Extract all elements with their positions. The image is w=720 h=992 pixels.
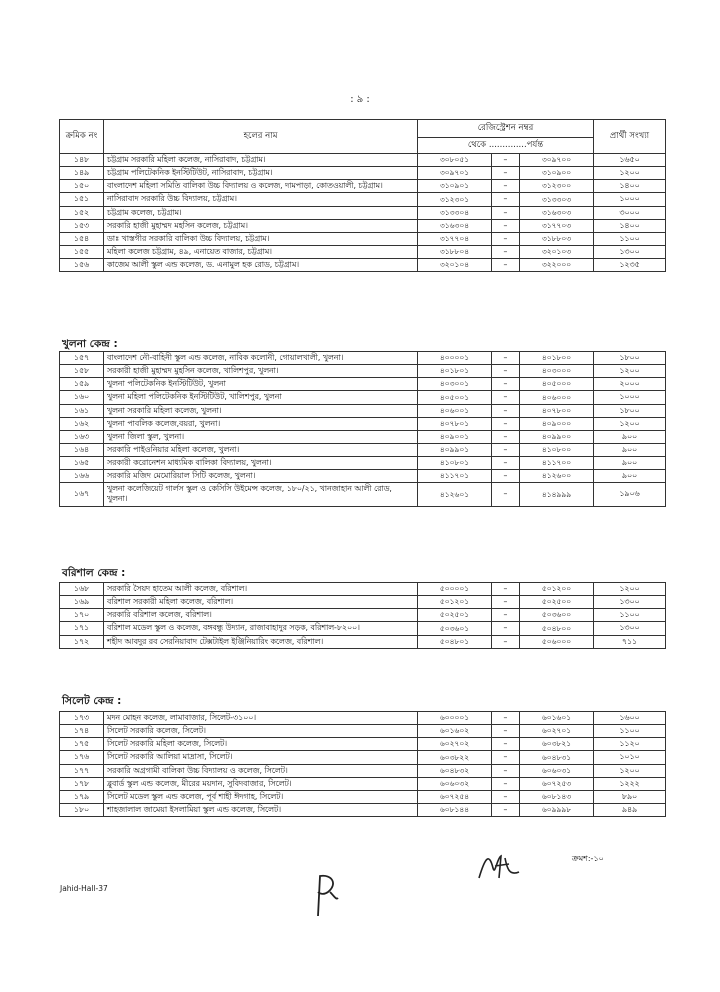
dash-cell: – [492,167,520,180]
table-row [60,154,666,167]
count-cell: ১৯০৬ [594,483,666,506]
serial-cell: ১৭১ [60,622,104,635]
dash-cell: – [492,365,520,378]
count-cell: ৯০০ [594,457,666,470]
dash-cell: – [492,622,520,635]
reg-to-cell: ৩১৬৩০৩ [520,206,594,219]
hall-name-cell: সরকারি অগ্রগামী বালিকা উচ্চ বিদ্যালয় ও কলেজ, সিলেট। [104,764,418,777]
dash-cell: – [492,352,520,365]
reg-from-cell: ৩১৩৩০৪ [418,206,492,219]
header-candidates: প্রার্থী সংখ্যা [594,120,666,154]
count-cell: ২০০০ [594,378,666,391]
reg-to-cell: ৬০৩৮২১ [520,738,594,751]
reg-from-cell: ৫০২৫০১ [418,609,492,622]
dash-cell: – [492,803,520,816]
table-row [60,790,666,803]
serial-cell: ১৬৫ [60,457,104,470]
serial-cell: ১৭৮ [60,777,104,790]
serial-cell: ১৮০ [60,803,104,816]
reg-from-cell: ৪০৯০০১ [418,430,492,443]
serial-cell: ১৭৫ [60,738,104,751]
count-cell: ১১২০ [594,738,666,751]
reg-to-cell: ৫০১২০০ [520,583,594,596]
hall-name-cell: চট্টগ্রাম পলিটেকনিক ইনস্টিটিউট, নাসিরাবাদ, চট্টগ্রাম। [104,167,418,180]
serial-cell: ১৬৮ [60,583,104,596]
reg-from-cell: ৩১৭৭০৪ [418,232,492,245]
hall-name-cell: সরকারী করোনেশন মাধ্যমিক বালিকা বিদ্যালয়, খুলনা। [104,457,418,470]
hall-table-chattogram [59,119,666,272]
reg-to-cell: ৪০৬০০০ [520,391,594,404]
reg-to-cell: ৩১০৯০০ [520,167,594,180]
hall-name-cell: কাজেম আলী স্কুল এন্ড কলেজ, ড. এনামুল হক রোড, চট্টগ্রাম। [104,259,418,272]
serial-cell: ১৪৯ [60,167,104,180]
table-row [60,232,666,245]
hall-name-cell: চট্টগ্রাম সরকারি মহিলা কলেজ, নাসিরাবাদ, চট্টগ্রাম। [104,154,418,167]
serial-cell: ১৬১ [60,404,104,417]
count-cell: ১১০০ [594,232,666,245]
dash-cell: – [492,259,520,272]
count-cell: ১৬৫০ [594,154,666,167]
hall-table-khulna [59,351,666,507]
reg-from-cell: ৬০১৬০২ [418,725,492,738]
dash-cell: – [492,443,520,456]
serial-cell: ১৫৮ [60,365,104,378]
count-cell: ১৩০০ [594,622,666,635]
dash-cell: – [492,738,520,751]
table-row [60,219,666,232]
serial-cell: ১৭৩ [60,712,104,725]
dash-cell: – [492,483,520,506]
serial-cell: ১৭৪ [60,725,104,738]
header-from-to: থেকে ..............পর্যন্ত [418,138,594,154]
reg-from-cell: ৪১২৬০১ [418,483,492,506]
hall-name-cell: বাংলাদেশ মহিলা সমিতি বালিকা উচ্চ বিদ্যালয় ও কলেজ, দামপাড়া, কোতওয়ালী, চট্টগ্রাম। [104,180,418,193]
reg-to-cell: ৩০৯৭০০ [520,154,594,167]
reg-from-cell: ৩০৮০৫১ [418,154,492,167]
section-title-khulna: খুলনা কেন্দ্র : [62,338,118,350]
dash-cell: – [492,430,520,443]
table-row [60,751,666,764]
reg-from-cell: ৪০০০০১ [418,352,492,365]
table-row [60,457,666,470]
serial-cell: ১৬২ [60,417,104,430]
hall-name-cell: সরকারি হাজী মুহাম্মদ মহসিন কলেজ, চট্টগ্রাম। [104,219,418,232]
hall-name-cell: সরকারি মজিদ মেমোরিয়াল সিটি কলেজ, খুলনা। [104,470,418,483]
table-row [60,365,666,378]
reg-from-cell: ৫০১২০১ [418,596,492,609]
reg-to-cell: ৪০৫০০০ [520,378,594,391]
dash-cell: – [492,457,520,470]
reg-from-cell: ৬০৭২৫৪ [418,790,492,803]
footer-label: Jahid-Hall-37 [60,884,108,893]
reg-from-cell: ৪০৫০০১ [418,391,492,404]
header-serial: ক্রমিক নং [60,120,104,154]
table-row [60,777,666,790]
count-cell: ১২৩৫ [594,259,666,272]
reg-from-cell: ৫০০০০১ [418,583,492,596]
serial-cell: ১৬৯ [60,596,104,609]
reg-to-cell: ৬০১৬০১ [520,712,594,725]
reg-from-cell: ৬০২৭০২ [418,738,492,751]
table-row [60,404,666,417]
count-cell: ৭১১ [594,635,666,648]
reg-to-cell: ৩১২৩০০ [520,180,594,193]
reg-to-cell: ৬০২৭০১ [520,725,594,738]
table-body [60,352,666,507]
hall-name-cell: ব্লুবার্ড স্কুল এন্ড কলেজ, মীরের ময়দান, সুবিদবাজার, সিলেট। [104,777,418,790]
serial-cell: ১৬০ [60,391,104,404]
reg-to-cell: ৩২০১০৩ [520,245,594,258]
count-cell: ৯০০ [594,470,666,483]
dash-cell: – [492,609,520,622]
dash-cell: – [492,417,520,430]
hall-table-sylhet [59,711,666,817]
reg-to-cell: ৪০১৮০০ [520,352,594,365]
reg-to-cell: ৬০৬০৩১ [520,764,594,777]
table-body [60,583,666,649]
reg-to-cell: ৪০৭৮০০ [520,404,594,417]
reg-from-cell: ৫০৩৬০১ [418,622,492,635]
hall-name-cell: সরকারী হাজী মুহাম্মদ মুহসিন কলেজ, খালিশপুর, খুলনা। [104,365,418,378]
reg-from-cell: ৬০৬০৩২ [418,777,492,790]
table-row [60,417,666,430]
reg-to-cell: ৪০৩০০০ [520,365,594,378]
reg-to-cell: ৬০৪৮৩১ [520,751,594,764]
count-cell: ১৩০০ [594,596,666,609]
table-row [60,193,666,206]
table-row [60,443,666,456]
header-hall-name: হলের নাম [104,120,418,154]
count-cell: ১২০০ [594,764,666,777]
count-cell: ১২২২ [594,777,666,790]
hall-name-cell: খুলনা জিলা স্কুল, খুলনা। [104,430,418,443]
serial-cell: ১৫০ [60,180,104,193]
hall-name-cell: মহিলা কলেজ চট্টগ্রাম, ৪৯, এনায়েত বাজার, চট্টগ্রাম। [104,245,418,258]
dash-cell: – [492,790,520,803]
serial-cell: ১৫৭ [60,352,104,365]
count-cell: ১২০০ [594,365,666,378]
table-row [60,622,666,635]
reg-to-cell: ৩১৭৭০৩ [520,219,594,232]
hall-name-cell: সিলেট মডেল স্কুল এন্ড কলেজ, পূর্ব শাহী ঈদগাহ, সিলেট। [104,790,418,803]
dash-cell: – [492,470,520,483]
count-cell: ১২০০ [594,583,666,596]
reg-from-cell: ৩১৬৩০৪ [418,219,492,232]
reg-to-cell: ৪১৪৯৯৯ [520,483,594,506]
dash-cell: – [492,206,520,219]
dash-cell: – [492,404,520,417]
hall-name-cell: বরিশাল সরকারী মহিলা কলেজ, বরিশাল। [104,596,418,609]
hall-name-cell: সরকারি পাইওনিয়ার মহিলা কলেজ, খুলনা। [104,443,418,456]
reg-to-cell: ৬০৮১৪৩ [520,790,594,803]
hall-name-cell: বাংলাদেশ নৌ-বাহিনী স্কুল এন্ড কলেজ, নাবিক কলোনী, গোয়ালখালী, খুলনা। [104,352,418,365]
section-title-sylhet: সিলেট কেন্দ্র : [62,695,122,707]
dash-cell: – [492,712,520,725]
reg-from-cell: ৬০৮১৪৪ [418,803,492,816]
page-number: : ৯ : [350,94,370,105]
hall-name-cell: খুলনা পলিটেকনিক ইনস্টিটিউট, খুলনা [104,378,418,391]
reg-from-cell: ৬০৪৮৩২ [418,764,492,777]
reg-from-cell: ৩১৮৮০৪ [418,245,492,258]
table-row [60,206,666,219]
hall-name-cell: বরিশাল মডেল স্কুল ও কলেজ, বঙ্গবন্ধু উদ্যান, রাজাবাহাদুর সড়ক, বরিশাল-৮২০০। [104,622,418,635]
count-cell: ১৬০০ [594,712,666,725]
reg-to-cell: ৪১১৭০০ [520,457,594,470]
hall-name-cell: খুলনা কলেজিয়েট গার্লস স্কুল ও কেসিসি উইমেন্স কলেজ, ১৮০/২১, খানজাহান আলী রোড, খুলনা। [104,483,418,506]
dash-cell: – [492,154,520,167]
reg-from-cell: ৪০৯৯০১ [418,443,492,456]
count-cell: ১০০০ [594,391,666,404]
hall-table-barishal [59,582,666,649]
hall-name-cell: সিলেট সরকারি মহিলা কলেজ, সিলেট। [104,738,418,751]
table-row [60,259,666,272]
serial-cell: ১৬৪ [60,443,104,456]
count-cell: ৯০০ [594,443,666,456]
reg-from-cell: ৪০৩০০১ [418,378,492,391]
signature-mark [475,848,525,884]
reg-to-cell: ৩২২০০০ [520,259,594,272]
dash-cell: – [492,391,520,404]
dash-cell: – [492,378,520,391]
dash-cell: – [492,751,520,764]
serial-cell: ১৭৬ [60,751,104,764]
count-cell: ৯৪৯ [594,803,666,816]
count-cell: ১১০০ [594,609,666,622]
count-cell: ১০১০ [594,751,666,764]
serial-cell: ১৭৭ [60,764,104,777]
reg-to-cell: ৪০৯০০০ [520,417,594,430]
count-cell: ১৮০০ [594,352,666,365]
table-row [60,596,666,609]
count-cell: ১০০০ [594,193,666,206]
hall-name-cell: শহীদ আবদুর রব সেরনিয়াবাদ টেক্সটাইল ইঞ্জিনিয়ারিং কলেজ, বরিশাল। [104,635,418,648]
continued-label: ক্রমশ:-১০ [572,854,604,863]
hall-name-cell: ডাঃ খাস্তগীর সরকারি বালিকা উচ্চ বিদ্যালয়, চট্টগ্রাম। [104,232,418,245]
hall-name-cell: সিলেট সরকারি কলেজ, সিলেট। [104,725,418,738]
dash-cell: – [492,583,520,596]
reg-to-cell: ৩১৩৩০৩ [520,193,594,206]
table-body [60,712,666,817]
count-cell: ১৮০০ [594,404,666,417]
dash-cell: – [492,777,520,790]
dash-cell: – [492,193,520,206]
hall-name-cell: খুলনা মহিলা পলিটেকনিক ইনস্টিটিউট, খালিশপুর, খুলনা [104,391,418,404]
table-row [60,583,666,596]
serial-cell: ১৪৮ [60,154,104,167]
reg-to-cell: ৪১০৮০০ [520,443,594,456]
hall-name-cell: চট্টগ্রাম কলেজ, চট্টগ্রাম। [104,206,418,219]
reg-from-cell: ৫০৪৮০১ [418,635,492,648]
serial-cell: ১৬৭ [60,483,104,506]
table-row [60,378,666,391]
reg-from-cell: ৩২০১০৪ [418,259,492,272]
table-row [60,609,666,622]
reg-from-cell: ৪১১৭০১ [418,470,492,483]
dash-cell: – [492,725,520,738]
count-cell: ১৪০০ [594,219,666,232]
section-title-barishal: বরিশাল কেন্দ্র : [62,567,126,579]
count-cell: ১৪০০ [594,180,666,193]
signature-initial [308,870,342,920]
reg-from-cell: ৩১০৯০১ [418,180,492,193]
hall-name-cell: সরকারি সৈয়দ হাতেম আলী কলেজ, বরিশাল। [104,583,418,596]
hall-name-cell: নাসিরাবাদ সরকারি উচ্চ বিদ্যালয়, চট্টগ্রাম। [104,193,418,206]
dash-cell: – [492,635,520,648]
count-cell: ৩০০০ [594,206,666,219]
serial-cell: ১৬৩ [60,430,104,443]
dash-cell: – [492,245,520,258]
hall-name-cell: মদন মোহন কলেজ, লামাবাজার, সিলেট-৩১০০। [104,712,418,725]
reg-from-cell: ৬০৩৮২২ [418,751,492,764]
table-row [60,167,666,180]
reg-to-cell: ৪০৯৯০০ [520,430,594,443]
hall-name-cell: সিলেট সরকারি আলিয়া মাদ্রাসা, সিলেট। [104,751,418,764]
table-row [60,245,666,258]
serial-cell: ১৭৯ [60,790,104,803]
reg-to-cell: ৬০৭২৫৩ [520,777,594,790]
reg-to-cell: ৫০৬০০০ [520,635,594,648]
reg-from-cell: ৩০৯৭০১ [418,167,492,180]
reg-to-cell: ৫০৪৮০০ [520,622,594,635]
count-cell: ৯০০ [594,430,666,443]
hall-name-cell: খুলনা পাবলিক কলেজ,বয়রা, খুলনা। [104,417,418,430]
reg-to-cell: ৪১২৬০০ [520,470,594,483]
serial-cell: ১৫৫ [60,245,104,258]
serial-cell: ১৫৪ [60,232,104,245]
count-cell: ১৩০০ [594,245,666,258]
reg-to-cell: ৬০৯৯৯৮ [520,803,594,816]
reg-to-cell: ৩১৮৮০৩ [520,232,594,245]
serial-cell: ১৭২ [60,635,104,648]
reg-to-cell: ৫০৩৬০০ [520,609,594,622]
serial-cell: ১৫২ [60,206,104,219]
count-cell: ১২০০ [594,167,666,180]
count-cell: ১১০০ [594,725,666,738]
table-row [60,483,666,506]
table-row [60,803,666,816]
hall-name-cell: সরকারি বরিশাল কলেজ, বরিশাল। [104,609,418,622]
reg-from-cell: ৩১২৩০১ [418,193,492,206]
count-cell: ৮৯০ [594,790,666,803]
dash-cell: – [492,219,520,232]
reg-from-cell: ৪০১৮০১ [418,365,492,378]
dash-cell: – [492,180,520,193]
serial-cell: ১৫৩ [60,219,104,232]
table-row [60,712,666,725]
hall-name-cell: শাহজালাল জামেয়া ইসলামিয়া স্কুল এন্ড কলেজ, সিলেট। [104,803,418,816]
dash-cell: – [492,596,520,609]
table-row [60,470,666,483]
table-row [60,180,666,193]
reg-to-cell: ৫০২৫০০ [520,596,594,609]
reg-from-cell: ৪০৭৮০১ [418,417,492,430]
serial-cell: ১৬৬ [60,470,104,483]
serial-cell: ১৭০ [60,609,104,622]
reg-from-cell: ৪১০৮০১ [418,457,492,470]
serial-cell: ১৫৯ [60,378,104,391]
dash-cell: – [492,764,520,777]
serial-cell: ১৫১ [60,193,104,206]
table-body [60,154,666,272]
table-row [60,430,666,443]
header-registration: রেজিস্ট্রেশন নম্বর [418,120,594,138]
table-row [60,725,666,738]
table-row [60,764,666,777]
table-row [60,738,666,751]
reg-from-cell: ৪০৬০০১ [418,404,492,417]
dash-cell: – [492,232,520,245]
count-cell: ১২০০ [594,417,666,430]
table-row [60,391,666,404]
serial-cell: ১৫৬ [60,259,104,272]
reg-from-cell: ৬০০০০১ [418,712,492,725]
table-row [60,352,666,365]
table-row [60,635,666,648]
hall-name-cell: খুলনা সরকারি মহিলা কলেজ, খুলনা। [104,404,418,417]
